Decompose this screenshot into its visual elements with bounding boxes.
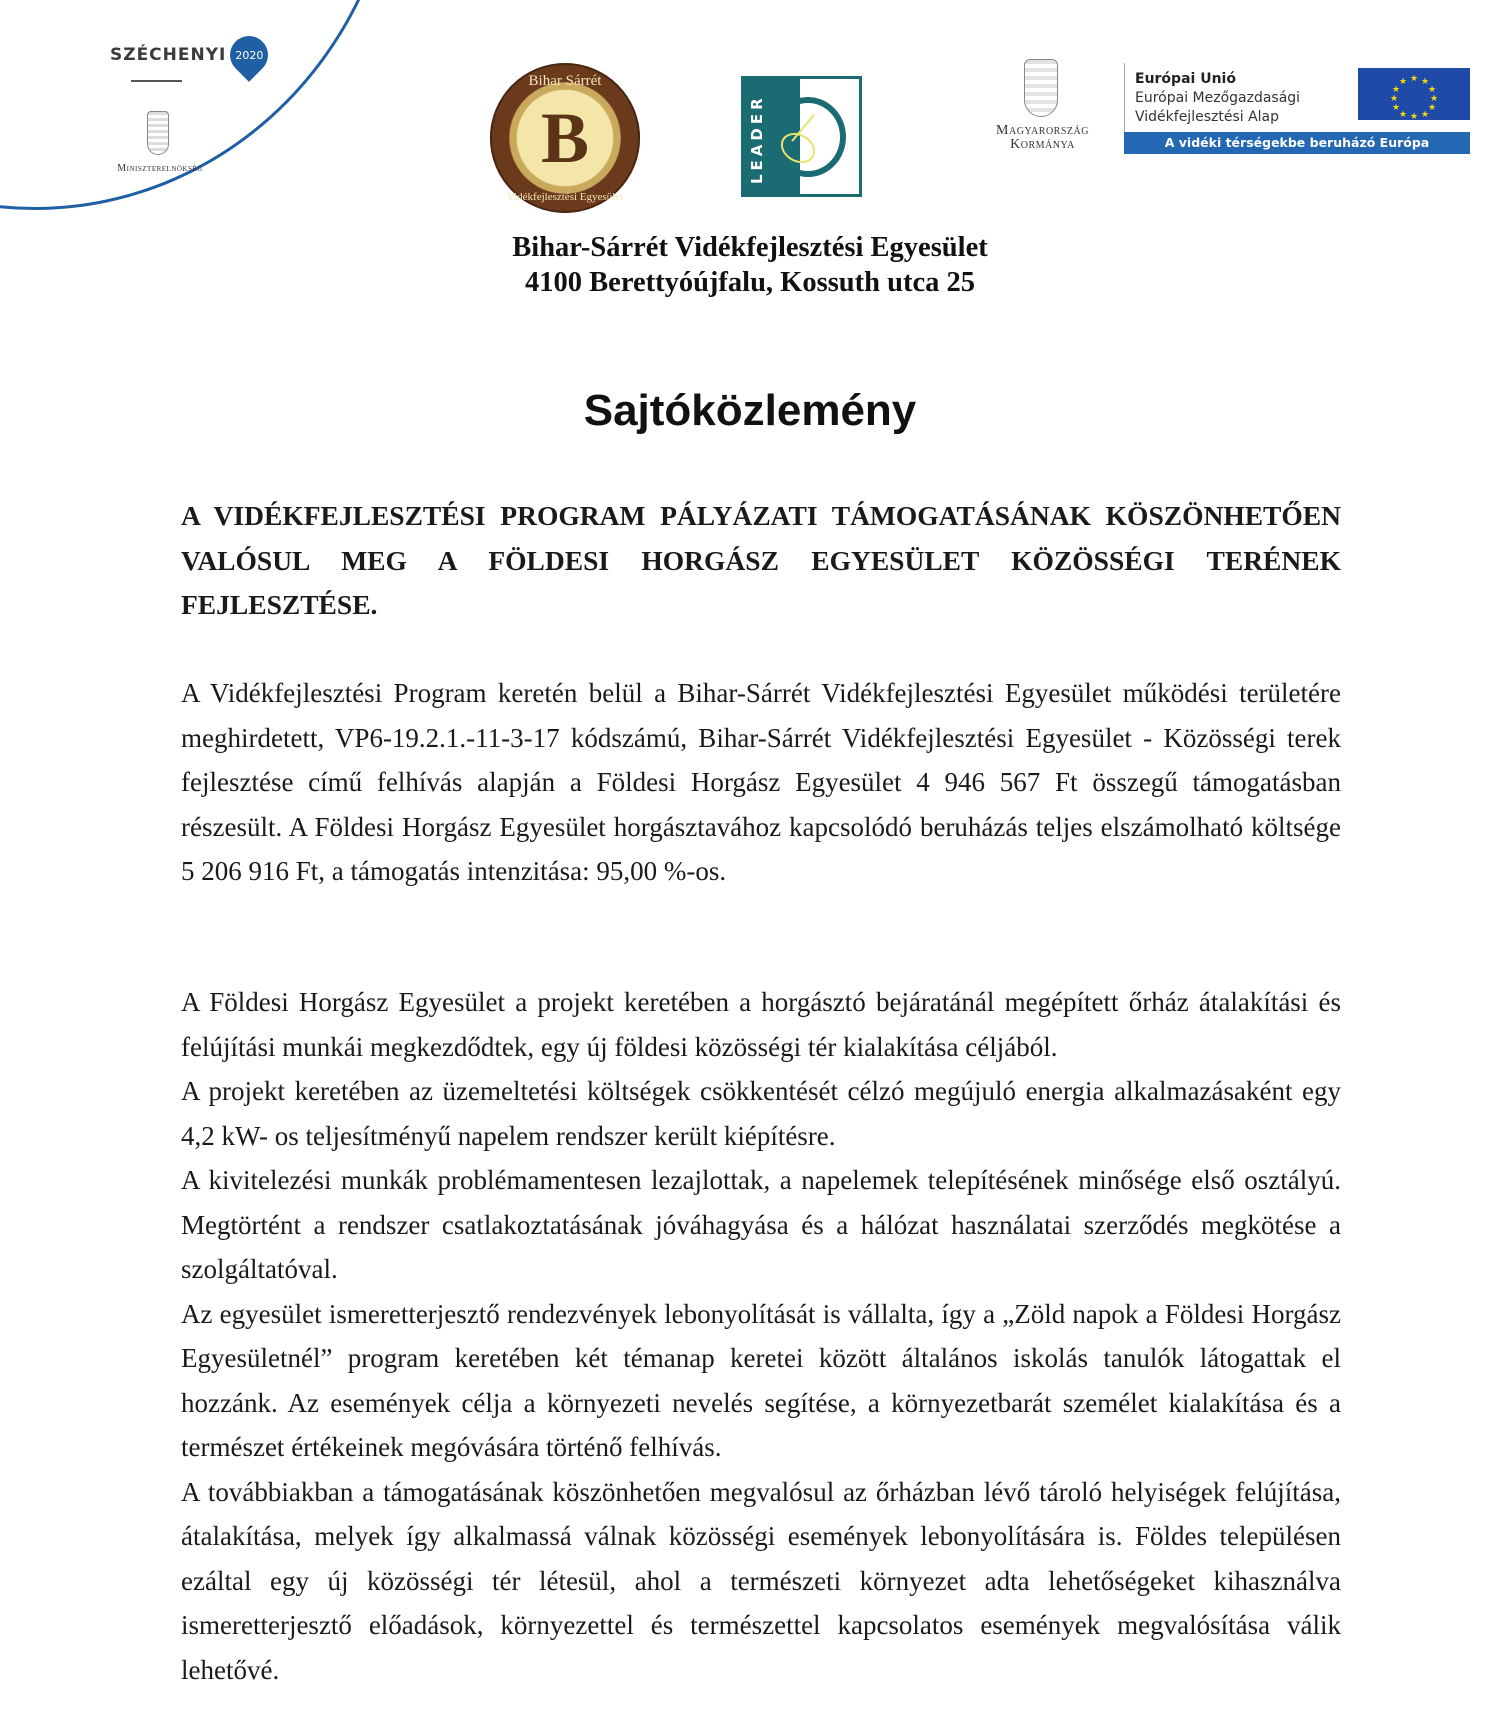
szechenyi-wordmark: SZÉCHENYI bbox=[110, 45, 227, 65]
document-body-intro bbox=[181, 671, 1341, 894]
hungarian-coat-of-arms-icon bbox=[1024, 59, 1058, 117]
bihar-logo-ring-top: Bihar Sárrét bbox=[528, 73, 602, 89]
eu-fund-label: Európai Unió Európai Mezőgazdasági Vidékfejlesztési Alap bbox=[1135, 71, 1301, 125]
leader-label: LEADER bbox=[748, 94, 766, 184]
organization-name: Bihar-Sárrét Vidékfejlesztési Egyesület bbox=[512, 232, 988, 263]
paragraph: Az egyesület ismeretterjesztő rendezvények lebonyolítását is vállalta, így a „Zöld napok a Földesi Horgász Egyesületnél” program keretében két témanap keretei között általános iskolás tanulók látogattak el hozzánk. Az események célja a környezeti nevelés segítése, a környezetbarát személet kialakítása és a természet értékeinek megóvására történő felhívás. bbox=[181, 1298, 1341, 1462]
organization-address: 4100 Berettyóújfalu, Kossuth utca 25 bbox=[525, 267, 975, 298]
press-release-headline: A VIDÉKFEJLESZTÉSI PROGRAM PÁLYÁZATI TÁMOGATÁSÁNAK KÖSZÖNHETŐEN VALÓSUL MEG A FÖLDESI HORGÁSZ EGYESÜLET KÖZÖSSÉGI TERÉNEK FEJLESZTÉSE. bbox=[181, 500, 1341, 620]
leader-logo bbox=[741, 76, 862, 197]
ministry-label: Miniszterelnökség bbox=[117, 163, 203, 174]
document-body bbox=[181, 980, 1341, 1692]
map-pin-icon: 2020 bbox=[223, 28, 277, 82]
paragraph: A továbbiakban a támogatásának köszönhetően megvalósul az őrházban lévő tároló helyiségek felújítása, átalakítása, melyek így alkalmassá válnak közösségi események lebonyolítására is. Földes településen ezáltal egy új közösségi tér létesül, ahol a természeti környezet adta lehetőségeket kihasználva ismeretterjesztő előadások, környezettel és természettel kapcsolatos események megvalósítása válik lehetővé. bbox=[181, 1476, 1341, 1685]
paragraph: A Földesi Horgász Egyesület a projekt keretében a horgásztó bejáratánál megépített őrház átalakítási és felújítási munkái megkezdődtek, egy új földesi közösségi tér kialakítása céljából. bbox=[181, 987, 1341, 1062]
logo-divider bbox=[131, 80, 182, 82]
bihar-logo-ring-bottom: Vidékfejlesztési Egyesület bbox=[506, 191, 624, 203]
eu-slogan-banner: A vidéki térségekbe beruházó Európa bbox=[1124, 132, 1470, 154]
paragraph: A kivitelezési munkák problémamentesen lezajlottak, a napelemek telepítésének minősége első osztályú. Megtörtént a rendszer csatlakoztatásának jóváhagyása és a hálózat használatai szerződés megkötése a szolgáltatóval. bbox=[181, 1165, 1341, 1284]
hungary-government-logo-text: Magyarország Kormánya bbox=[996, 123, 1089, 152]
eu-flag-icon: ★ ★ ★ ★ ★ ★ ★ ★ ★ ★ ★ ★ bbox=[1358, 68, 1470, 120]
paragraph: A Vidékfejlesztési Program keretén belül a Bihar-Sárrét Vidékfejlesztési Egyesület működési területére meghirdetett, VP6-19.2.1.-11-3-17 kódszámú, Bihar-Sárrét Vidékfejlesztési Egyesület - Közösségi terek fejlesztése című felhívás alapján a Földesi Horgász Egyesület 4 946 567 Ft összegű támogatásban részesült. A Földesi Horgász Egyesület horgásztavához kapcsolódó beruházás teljes elszámolható költsége 5 206 916 Ft, a támogatás intenzitása: 95,00 %-os. bbox=[181, 678, 1341, 886]
paragraph: A projekt keretében az üzemeltetési költségek csökkentését célzó megújuló energia alkalmazásaként egy 4,2 kW- os teljesítményű napelem rendszer került kiépítésre. bbox=[181, 1076, 1341, 1151]
eu-logo-divider bbox=[1124, 63, 1125, 138]
bihar-sarret-logo bbox=[490, 63, 640, 213]
hungarian-coat-of-arms-icon bbox=[147, 111, 169, 155]
page-title: Sajtóközlemény bbox=[583, 386, 917, 435]
szechenyi-2020-logo bbox=[110, 30, 285, 80]
bihar-logo-letter: B bbox=[540, 97, 590, 178]
